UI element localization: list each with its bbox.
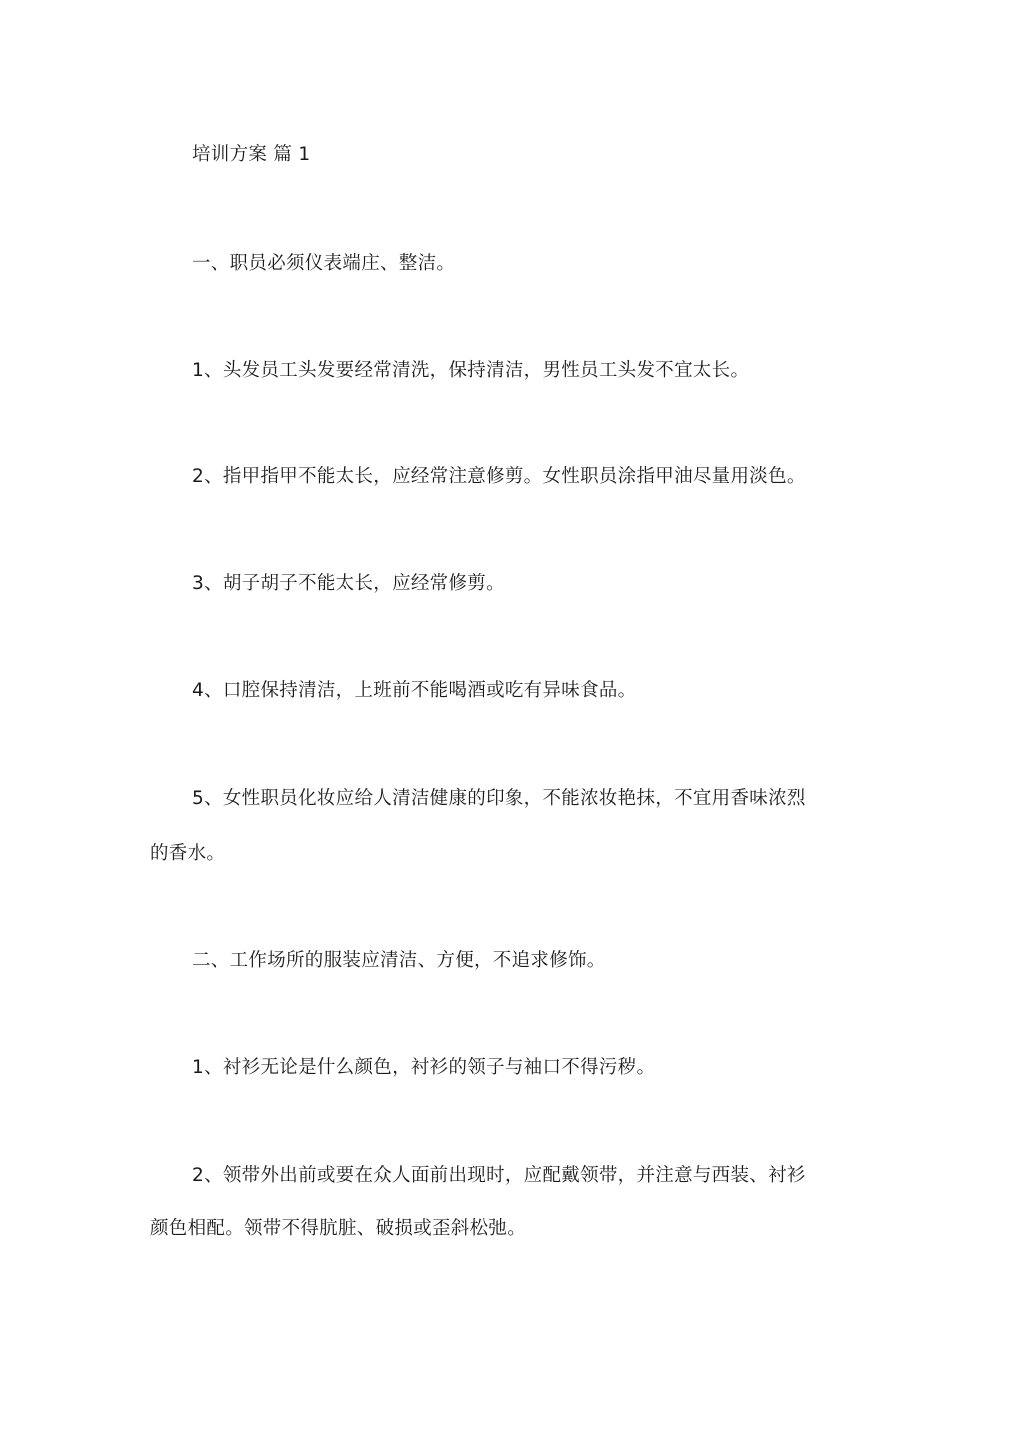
paragraph-2-1: 1、衬衫无论是什么颜色，衬衫的领子与袖口不得污秽。 (192, 1057, 656, 1078)
paragraph-1-2: 2、指甲指甲不能太长，应经常注意修剪。女性职员涂指甲油尽量用淡色。 (192, 466, 806, 487)
paragraph-1-5-line-2: 的香水。 (150, 843, 226, 864)
paragraph-1-5-line-1: 5、女性职员化妆应给人清洁健康的印象，不能浓妆艳抹，不宜用香味浓烈 (192, 788, 806, 809)
paragraph-1-4: 4、口腔保持清洁，上班前不能喝酒或吃有异味食品。 (192, 680, 637, 701)
document-title: 培训方案 篇 1 (192, 144, 311, 165)
section-heading-1: 一、职员必须仪表端庄、整洁。 (192, 253, 456, 274)
paragraph-1-3: 3、胡子胡子不能太长，应经常修剪。 (192, 573, 505, 594)
section-heading-2: 二、工作场所的服装应清洁、方便，不追求修饰。 (192, 950, 606, 971)
paragraph-2-2-line-1: 2、领带外出前或要在众人面前出现时，应配戴领带，并注意与西装、衬衫 (192, 1165, 806, 1186)
paragraph-1-1: 1、头发员工头发要经常清洗，保持清洁，男性员工头发不宜太长。 (192, 360, 750, 381)
paragraph-2-2-line-2: 颜色相配。领带不得肮脏、破损或歪斜松弛。 (150, 1218, 527, 1239)
